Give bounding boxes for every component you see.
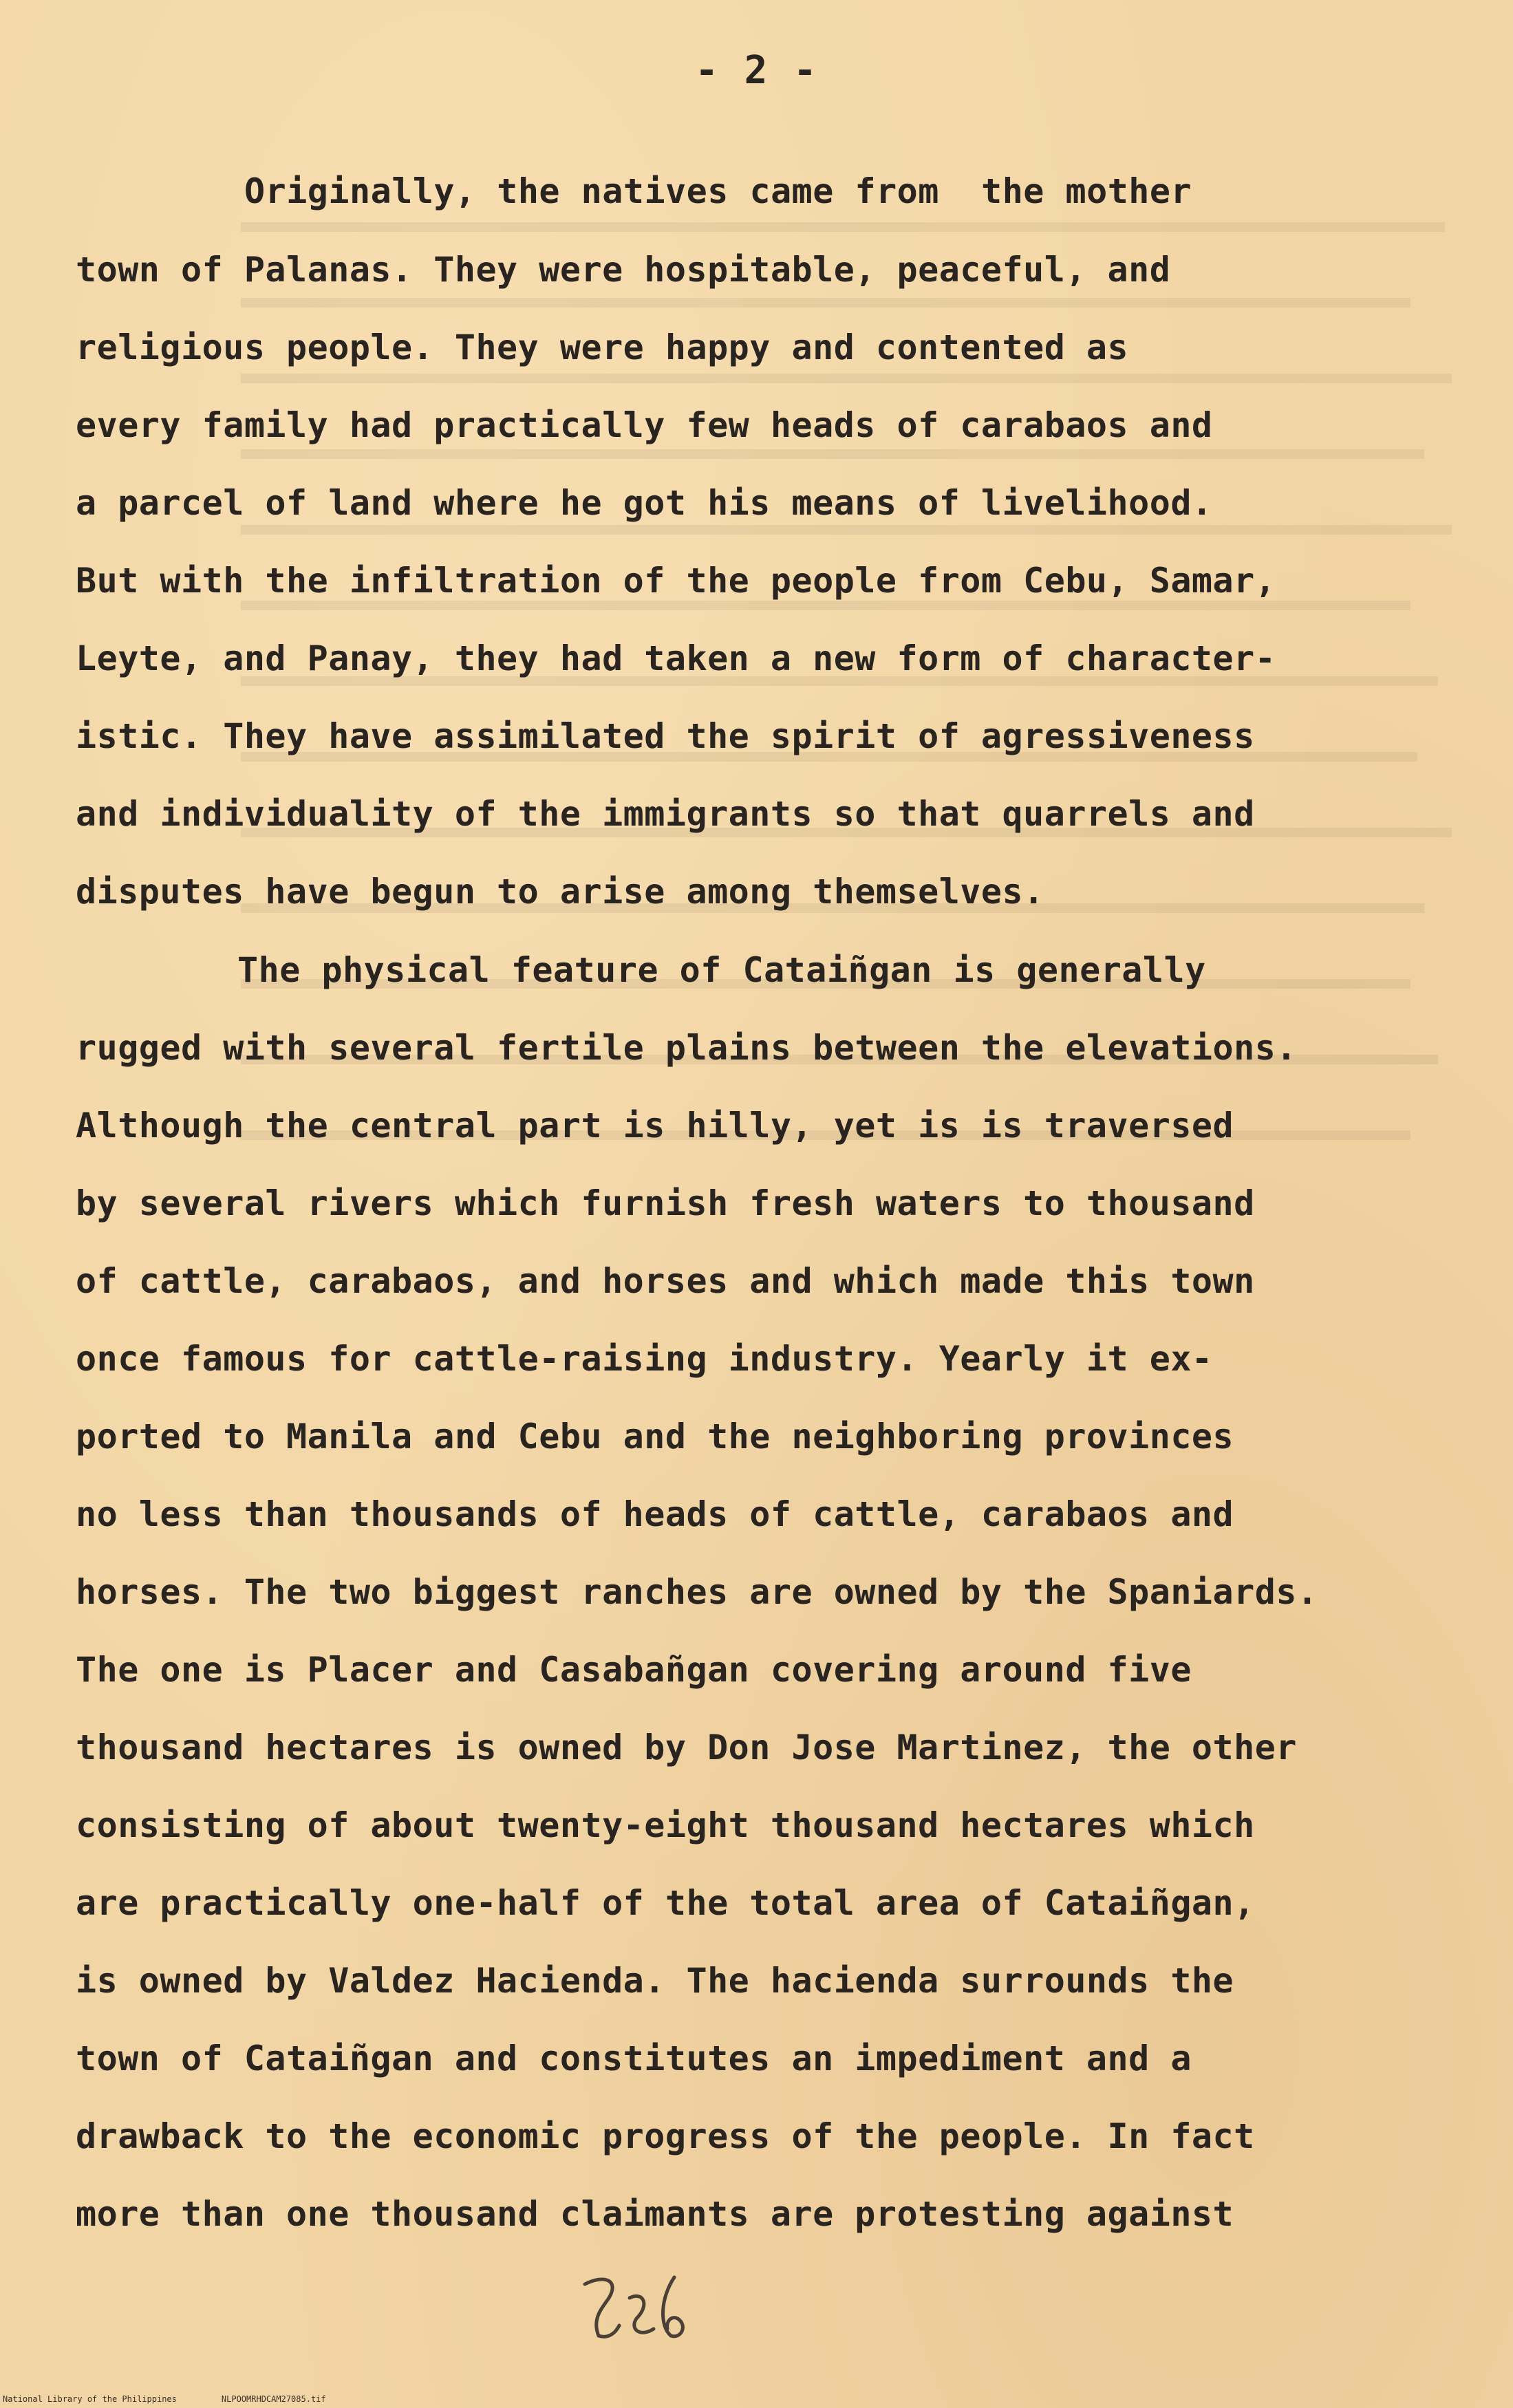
body-line: town of Cataiñgan and constitutes an impediment and a <box>76 2039 1192 2078</box>
body-line: The one is Placer and Casabañgan covering around five <box>76 1650 1192 1690</box>
body-line: horses. The two biggest ranches are owned by the Spaniards. <box>76 1572 1318 1612</box>
footer-stamp <box>3 2394 326 2404</box>
body-line: rugged with several fertile plains between the elevations. <box>76 1028 1297 1068</box>
body-line: istic. They have assimilated the spirit of agressiveness <box>76 716 1255 756</box>
body-line: is owned by Valdez Hacienda. The hacienda surrounds the <box>76 1961 1234 2001</box>
body-line: religious people. They were happy and contented as <box>76 327 1129 367</box>
body-line: Leyte, and Panay, they had taken a new form of character- <box>76 638 1276 678</box>
body-line: drawback to the economic progress of the people. In fact <box>76 2116 1255 2156</box>
body-line: every family had practically few heads of carabaos and <box>76 405 1213 445</box>
body-line: of cattle, carabaos, and horses and which made this town <box>76 1261 1255 1301</box>
handwritten-page-annotation <box>578 2270 716 2346</box>
body-line: more than one thousand claimants are protesting against <box>76 2194 1234 2234</box>
body-line: town of Palanas. They were hospitable, peaceful, and <box>76 250 1171 290</box>
file-id: NLPOOMRHDCAM27085.tif <box>221 2394 326 2404</box>
body-line: Although the central part is hilly, yet is is traversed <box>76 1106 1234 1146</box>
body-line: by several rivers which furnish fresh waters to thousand <box>76 1183 1255 1223</box>
body-line: thousand hectares is owned by Don Jose Martinez, the other <box>76 1728 1297 1767</box>
body-line: ported to Manila and Cebu and the neighboring provinces <box>76 1417 1234 1456</box>
body-line: consisting of about twenty-eight thousand hectares which <box>76 1805 1255 1845</box>
body-line: a parcel of land where he got his means of livelihood. <box>76 483 1213 523</box>
page-number: - 2 - <box>695 48 818 93</box>
body-line: no less than thousands of heads of cattle, carabaos and <box>76 1494 1234 1534</box>
body-line: disputes have begun to arise among themselves. <box>76 872 1044 912</box>
body-line: Originally, the natives came from the mother <box>244 171 1192 211</box>
body-line: The physical feature of Cataiñgan is generally <box>237 950 1206 990</box>
body-line: But with the infiltration of the people from Cebu, Samar, <box>76 561 1276 601</box>
body-line: once famous for cattle-raising industry. Yearly it ex- <box>76 1339 1213 1379</box>
body-line: and individuality of the immigrants so that quarrels and <box>76 794 1255 834</box>
body-line: are practically one-half of the total area of Cataiñgan, <box>76 1883 1255 1923</box>
library-name: National Library of the Philippines <box>3 2394 177 2404</box>
